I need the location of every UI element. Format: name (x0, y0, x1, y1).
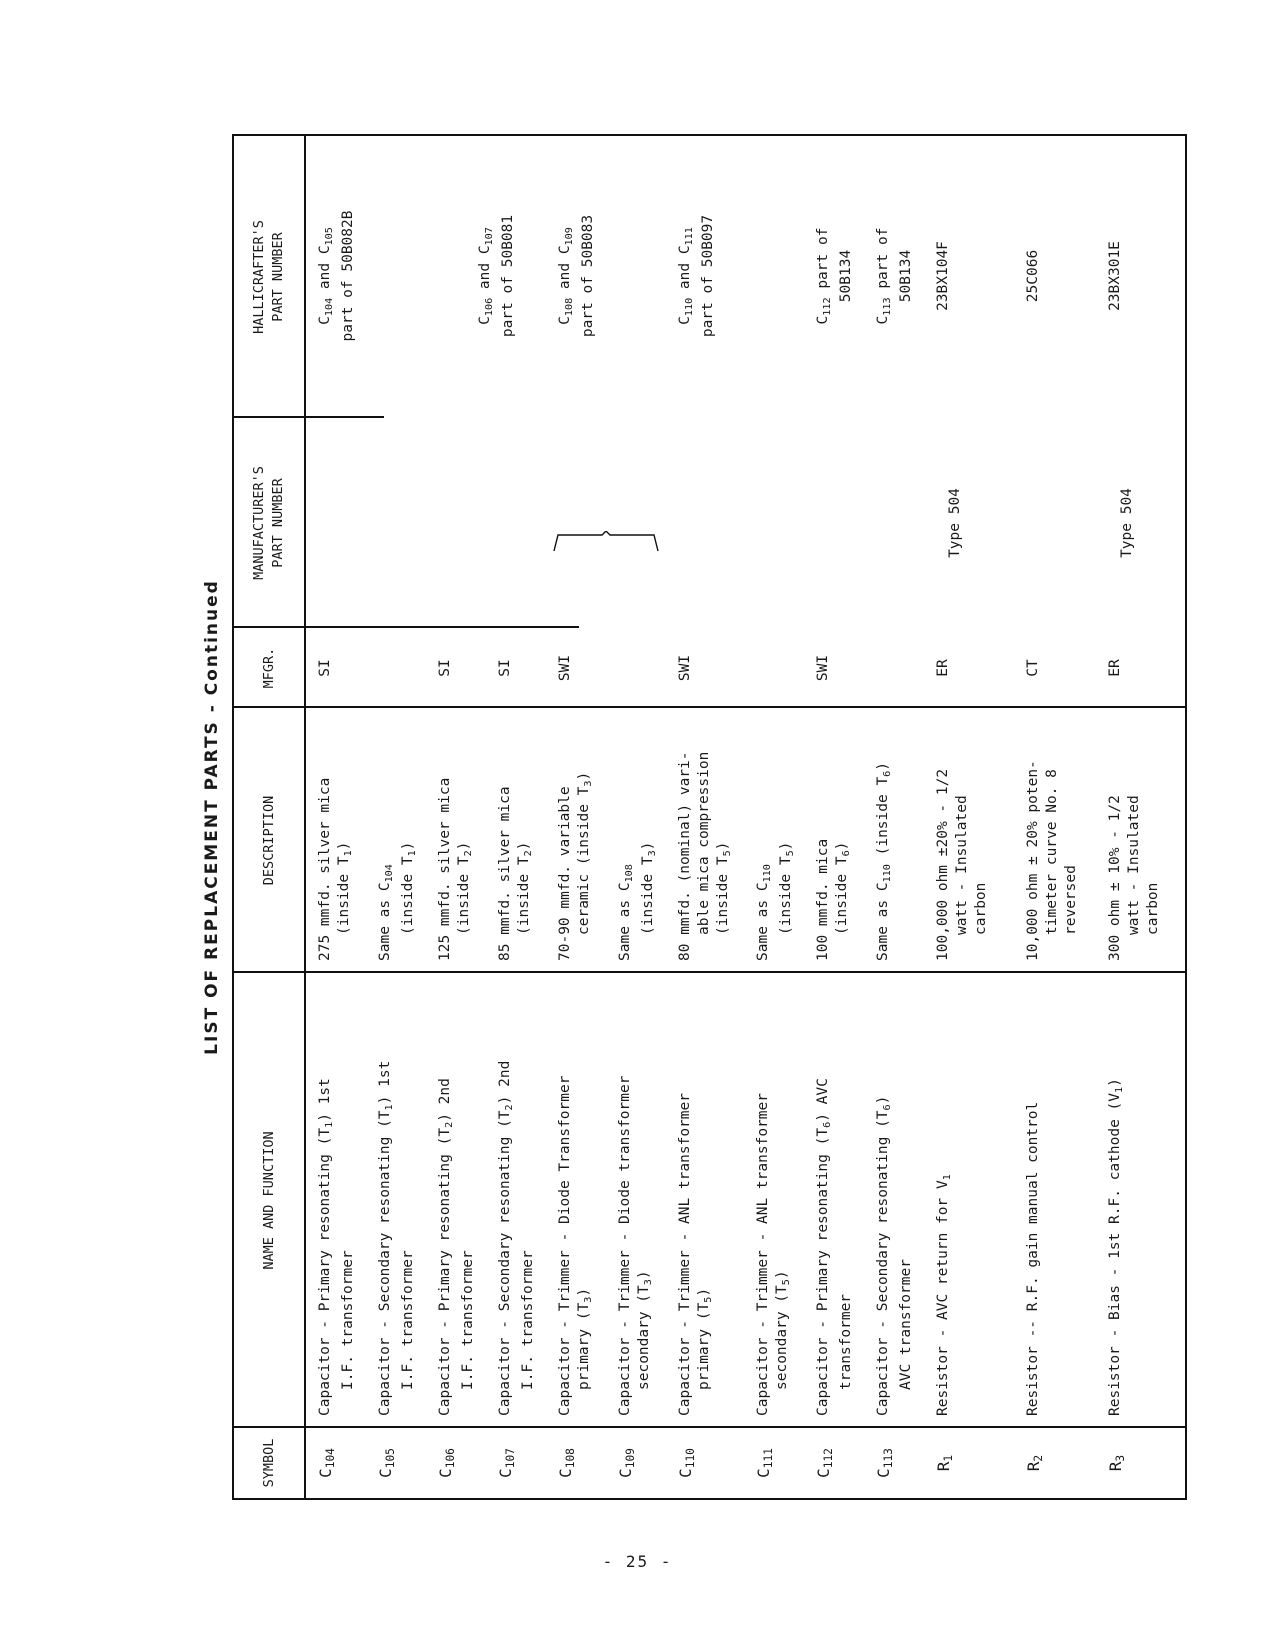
symbol-cell (1106, 1428, 1130, 1498)
hallicrafter-part-cell (1024, 146, 1043, 406)
text-line (934, 711, 953, 961)
symbol-letter: C (556, 1468, 575, 1478)
text-run: 23BX301E (1107, 241, 1123, 311)
text-run: primary (T (696, 1302, 712, 1390)
symbol-cell (436, 1428, 460, 1498)
subscript: 3 (583, 1296, 594, 1303)
subscript: 1 (942, 1174, 953, 1181)
symbol-letter: R (934, 1461, 953, 1472)
subscript: 105 (324, 227, 335, 246)
text-run: primary (T (576, 1302, 592, 1390)
subscript: 107 (484, 227, 495, 246)
text-line (777, 711, 800, 961)
description-cell (376, 711, 422, 961)
text-line (897, 976, 916, 1416)
text-line (1024, 146, 1043, 406)
text-run: Same as C (875, 882, 891, 961)
text-run: 100,000 ohm ±20% - 1/2 (935, 768, 951, 961)
text-line (476, 146, 499, 406)
text-line (714, 711, 737, 961)
text-line (455, 711, 478, 961)
column-divider (234, 972, 1185, 974)
text-run: ) 1st (377, 1060, 393, 1105)
symbol-subscript: 2 (1032, 1454, 1045, 1462)
text-line (575, 976, 598, 1416)
text-run: ) (336, 841, 352, 851)
symbol-subscript: 107 (504, 1448, 517, 1469)
symbol-cell (316, 1428, 340, 1498)
header-symbol: SYMBOL (260, 1438, 277, 1488)
text-line (639, 711, 662, 961)
subscript: 6 (882, 1104, 893, 1111)
symbol-cell (496, 1428, 520, 1498)
text-line (1024, 711, 1043, 961)
text-line (335, 711, 358, 961)
text-run: 85 mmfd. silver mica (497, 786, 513, 961)
text-line (1144, 711, 1163, 961)
subscript: 3 (643, 1279, 654, 1286)
text-run: 125 mmfd. silver mica (437, 777, 453, 961)
text-line (972, 711, 991, 961)
symbol-cell (814, 1428, 838, 1498)
symbol-cell (934, 1428, 958, 1498)
symbol-subscript: 1 (942, 1454, 955, 1462)
text-run: C (317, 316, 333, 325)
text-run: Capacitor - Secondary resonating (T (497, 1110, 513, 1416)
symbol-subscript: 110 (684, 1448, 697, 1469)
text-run: 50B134 (838, 249, 854, 303)
header-description: DESCRIPTION (260, 795, 277, 886)
mfgr-cell: SWI (677, 654, 693, 682)
text-line (1125, 711, 1144, 961)
symbol-subscript: 113 (882, 1448, 895, 1469)
text-run: C (557, 316, 573, 325)
text-run: 275 mmfd. silver mica (317, 777, 333, 961)
text-run: reversed (1063, 865, 1079, 935)
text-run: Capacitor - Secondary resonating (T (875, 1110, 891, 1416)
text-run: ) (774, 1270, 790, 1280)
text-run: Same as C (377, 882, 393, 961)
symbol-letter: C (436, 1468, 455, 1478)
mfgr-cell: SI (317, 659, 333, 677)
text-run: ) (576, 1287, 592, 1297)
symbol-subscript: 3 (1114, 1454, 1127, 1462)
text-run: I.F. transformer (520, 1250, 536, 1390)
text-run: part of 50B081 (500, 214, 516, 338)
text-run: C (477, 316, 493, 325)
text-line (814, 711, 833, 961)
name-and-function-cell (754, 976, 796, 1416)
header-mfgr: MFGR. (260, 647, 277, 689)
subscript: 5 (703, 1296, 714, 1303)
text-run: ) (636, 1270, 652, 1280)
text-run: and C (477, 245, 493, 298)
text-run: ) 2nd (437, 1078, 453, 1122)
text-run: 70-90 mmfd. variable (557, 786, 573, 961)
text-run: carbon (973, 882, 989, 935)
name-and-function-cell (496, 976, 538, 1416)
hallicrafter-part-cell (676, 146, 718, 406)
text-run: ) (875, 1095, 891, 1105)
mfgr-cell: ER (1107, 659, 1123, 677)
text-run: timeter curve No. 8 (1044, 769, 1060, 935)
text-line (316, 146, 339, 406)
text-run: 10,000 ohm ± 20% poten- (1025, 760, 1041, 961)
description-cell (436, 711, 478, 961)
symbol-letter: R (1106, 1461, 1125, 1472)
text-line (616, 976, 635, 1416)
description-cell (616, 711, 662, 961)
symbol-subscript: 104 (324, 1448, 337, 1469)
text-line (579, 146, 598, 406)
text-line (699, 146, 718, 406)
text-line (376, 711, 399, 961)
symbol-cell (376, 1428, 400, 1498)
subscript: 104 (324, 297, 335, 317)
brace-mark (552, 531, 660, 553)
mfgr-cell: SI (497, 659, 513, 677)
text-line (814, 146, 837, 406)
subscript: 113 (882, 297, 893, 316)
text-line (874, 711, 897, 961)
text-run: Capacitor - Primary resonating (T (815, 1127, 831, 1416)
text-run: Resistor - Bias - 1st R.F. cathode (V (1107, 1092, 1123, 1416)
text-run: (inside T (400, 856, 416, 935)
manufacturer-part-cell: Type 504 (947, 488, 963, 558)
text-run: ) (1107, 1078, 1123, 1087)
rotated-page (192, 134, 1187, 1500)
text-line (515, 711, 538, 961)
name-and-function-cell (436, 976, 478, 1416)
symbol-subscript: 106 (444, 1448, 457, 1469)
text-line (635, 976, 658, 1416)
text-run: (inside T (834, 856, 850, 935)
text-run: ) (576, 771, 592, 781)
text-run: ) (516, 841, 532, 851)
text-run: 25C066 (1025, 249, 1041, 303)
text-line (1106, 146, 1125, 406)
subscript: 2 (463, 850, 474, 857)
text-run: and C (557, 245, 573, 298)
description-cell (1106, 711, 1163, 961)
symbol-letter: C (676, 1468, 695, 1478)
name-and-function-cell (556, 976, 598, 1416)
hallicrafter-part-cell (1106, 146, 1125, 406)
mfgr-cell: SWI (557, 654, 573, 682)
text-run: Capacitor - Trimmer - Diode Transformer (557, 1075, 573, 1416)
text-line (934, 976, 957, 1416)
symbol-cell (676, 1428, 700, 1498)
symbol-letter: C (496, 1468, 515, 1478)
text-line (695, 711, 714, 961)
text-line (575, 711, 598, 961)
subscript: 6 (822, 1121, 833, 1128)
subscript: 2 (444, 1121, 455, 1128)
text-run: I.F. transformer (340, 1250, 356, 1390)
text-run: (inside T (336, 856, 352, 935)
text-run: Capacitor - Primary resonating (T (317, 1127, 333, 1416)
name-and-function-cell (814, 976, 856, 1416)
text-run: ) (456, 841, 472, 851)
text-line (814, 976, 837, 1416)
subscript: 110 (882, 864, 893, 883)
text-run: Same as C (617, 882, 633, 961)
text-line (837, 146, 856, 406)
text-line (833, 711, 856, 961)
text-run: (inside T (640, 856, 656, 935)
text-line (556, 711, 575, 961)
text-run: ) 2nd (497, 1060, 513, 1105)
subscript: 1 (1114, 1086, 1125, 1093)
text-run: part of 50B083 (580, 214, 596, 338)
symbol-cell (754, 1428, 778, 1498)
text-line (556, 976, 575, 1416)
text-line (399, 976, 418, 1416)
symbol-cell (616, 1428, 640, 1498)
subscript: 110 (762, 864, 773, 883)
description-cell (556, 711, 598, 961)
text-run: watt - Insulated (954, 795, 970, 935)
text-line (496, 711, 515, 961)
text-run: watt - Insulated (1126, 795, 1142, 935)
text-run: Capacitor - Trimmer - ANL transformer (677, 1092, 693, 1416)
text-run: C (677, 316, 693, 325)
description-cell (496, 711, 538, 961)
hallicrafter-part-cell (316, 146, 358, 406)
text-run: and C (677, 245, 693, 298)
text-line (754, 976, 773, 1416)
column-divider (234, 627, 579, 629)
hallicrafter-part-cell (476, 146, 518, 406)
subscript: 5 (722, 850, 733, 857)
text-line (897, 146, 916, 406)
symbol-letter: C (616, 1468, 635, 1478)
text-run: I.F. transformer (400, 1250, 416, 1390)
subscript: 104 (384, 864, 395, 883)
manufacturer-part-cell: Type 504 (1119, 488, 1135, 558)
symbol-cell (556, 1428, 580, 1498)
text-line (339, 976, 358, 1416)
subscript: 1 (384, 1104, 395, 1111)
page-number: - 25 - (602, 1552, 673, 1571)
text-run: part of 50B082B (340, 210, 356, 342)
text-run: carbon (1145, 882, 1161, 935)
subscript: 5 (785, 850, 796, 857)
text-line (837, 976, 856, 1416)
text-run: part of (815, 227, 831, 298)
symbol-letter: C (814, 1468, 833, 1478)
text-line (953, 711, 972, 961)
subscript: 1 (407, 850, 418, 857)
symbol-subscript: 108 (564, 1448, 577, 1469)
subscript: 5 (781, 1279, 792, 1286)
name-and-function-cell (1106, 976, 1129, 1416)
text-line (499, 146, 518, 406)
text-line (676, 711, 695, 961)
text-line (496, 976, 519, 1416)
text-run: and C (317, 245, 333, 298)
text-run: able mica compression (696, 751, 712, 935)
text-line (874, 976, 897, 1416)
name-and-function-cell (316, 976, 358, 1416)
symbol-letter: C (754, 1468, 773, 1478)
symbol-cell (874, 1428, 898, 1498)
text-run: (inside T (778, 856, 794, 935)
subscript: 108 (564, 297, 575, 317)
text-line (1062, 711, 1081, 961)
text-run: 23BX104F (935, 241, 951, 311)
subscript: 112 (822, 297, 833, 316)
symbol-letter: R (1024, 1461, 1043, 1472)
mfgr-cell: ER (935, 659, 951, 677)
text-line (316, 976, 339, 1416)
symbol-subscript: 111 (762, 1448, 775, 1469)
text-run: ) (715, 841, 731, 851)
description-cell (316, 711, 358, 961)
text-run: Capacitor - Primary resonating (T (437, 1127, 453, 1416)
text-line (339, 146, 358, 406)
symbol-letter: C (874, 1468, 893, 1478)
subscript: 1 (324, 1121, 335, 1128)
subscript: 109 (564, 227, 575, 246)
text-run: ) AVC (815, 1078, 831, 1122)
text-run: ) (640, 841, 656, 851)
text-run: ) (875, 761, 891, 771)
text-run: (inside T (875, 776, 891, 865)
text-run: secondary (T (774, 1285, 790, 1390)
subscript: 106 (484, 297, 495, 317)
text-line (773, 976, 796, 1416)
subscript: 6 (841, 850, 852, 857)
subscript: 3 (583, 780, 594, 787)
symbol-subscript: 109 (624, 1448, 637, 1469)
text-line (695, 976, 718, 1416)
text-run: ) (696, 1287, 712, 1297)
text-run: I.F. transformer (460, 1250, 476, 1390)
text-run: 300 ohm ± 10% - 1/2 (1107, 795, 1123, 961)
text-run: Same as C (755, 882, 771, 961)
header-manufacturer-part-number: MANUFACTURER'S PART NUMBER (251, 466, 286, 580)
text-line (676, 976, 695, 1416)
text-run: Resistor -- R.F. gain manual control (1025, 1101, 1041, 1416)
text-run: part of (875, 227, 891, 298)
text-line (676, 146, 699, 406)
text-run: Capacitor - Secondary resonating (T (377, 1110, 393, 1416)
symbol-letter: C (316, 1468, 335, 1478)
name-and-function-cell (874, 976, 916, 1416)
hallicrafter-part-cell (934, 146, 953, 406)
text-run: ceramic (inside T (576, 786, 592, 935)
text-line (436, 976, 459, 1416)
mfgr-cell: SI (437, 659, 453, 677)
text-run: 80 mmfd. (nominal) vari- (677, 751, 693, 961)
subscript: 111 (684, 227, 695, 246)
text-line (1106, 711, 1125, 961)
text-run: ) (400, 841, 416, 851)
name-and-function-cell (1024, 976, 1043, 1416)
text-run: ) 1st (317, 1078, 333, 1122)
text-run: Capacitor - Trimmer - ANL transformer (755, 1092, 771, 1416)
text-run: 50B134 (898, 249, 914, 303)
subscript: 2 (523, 850, 534, 857)
description-cell (676, 711, 737, 961)
text-line (459, 976, 478, 1416)
symbol-subscript: 105 (384, 1448, 397, 1469)
description-cell (874, 711, 897, 961)
name-and-function-cell (616, 976, 658, 1416)
text-run: (inside T (456, 856, 472, 935)
table-header (234, 136, 306, 1498)
column-divider (234, 417, 384, 419)
subscript: 3 (647, 850, 658, 857)
text-run: Capacitor - Trimmer - Diode transformer (617, 1075, 633, 1416)
symbol-cell (1024, 1428, 1048, 1498)
page-title: LIST OF REPLACEMENT PARTS - Continued (202, 579, 222, 1055)
name-and-function-cell (934, 976, 957, 1416)
text-run: 100 mmfd. mica (815, 838, 831, 961)
hallicrafter-part-cell (556, 146, 598, 406)
text-line (399, 711, 422, 961)
symbol-letter: C (376, 1468, 395, 1478)
text-run: Resistor - AVC return for V (935, 1180, 951, 1416)
text-run: secondary (T (636, 1285, 652, 1390)
subscript: 6 (882, 770, 893, 777)
text-line (616, 711, 639, 961)
text-run: part of 50B097 (700, 214, 716, 338)
text-run: (inside T (715, 856, 731, 935)
text-line (1024, 976, 1043, 1416)
description-cell (814, 711, 856, 961)
header-name-and-function: NAME AND FUNCTION (260, 1131, 277, 1270)
text-line (1043, 711, 1062, 961)
text-run: transformer (838, 1293, 854, 1390)
hallicrafter-part-cell (874, 146, 916, 406)
text-line (1106, 976, 1129, 1416)
hallicrafter-part-cell (814, 146, 856, 406)
text-run: (inside T (516, 856, 532, 935)
text-run: C (875, 315, 891, 325)
description-cell (754, 711, 800, 961)
text-line (316, 711, 335, 961)
text-run: AVC transformer (898, 1259, 914, 1390)
text-line (436, 711, 455, 961)
name-and-function-cell (376, 976, 418, 1416)
subscript: 1 (343, 850, 354, 857)
text-run: ) (778, 841, 794, 851)
subscript: 110 (684, 297, 695, 317)
description-cell (1024, 711, 1081, 961)
name-and-function-cell (676, 976, 718, 1416)
text-line (754, 711, 777, 961)
subscript: 108 (624, 864, 635, 883)
text-line (934, 146, 953, 406)
symbol-subscript: 112 (822, 1448, 835, 1469)
subscript: 2 (504, 1104, 515, 1111)
text-line (874, 146, 897, 406)
parts-table (232, 134, 1187, 1500)
header-hallicrafter-part-number: HALLICRAFTER'S PART NUMBER (251, 220, 286, 334)
text-run: ) (834, 841, 850, 851)
description-cell (934, 711, 991, 961)
text-run: C (815, 315, 831, 325)
mfgr-cell: SWI (815, 654, 831, 682)
text-line (376, 976, 399, 1416)
text-line (519, 976, 538, 1416)
text-line (556, 146, 579, 406)
mfgr-cell: CT (1025, 659, 1041, 677)
